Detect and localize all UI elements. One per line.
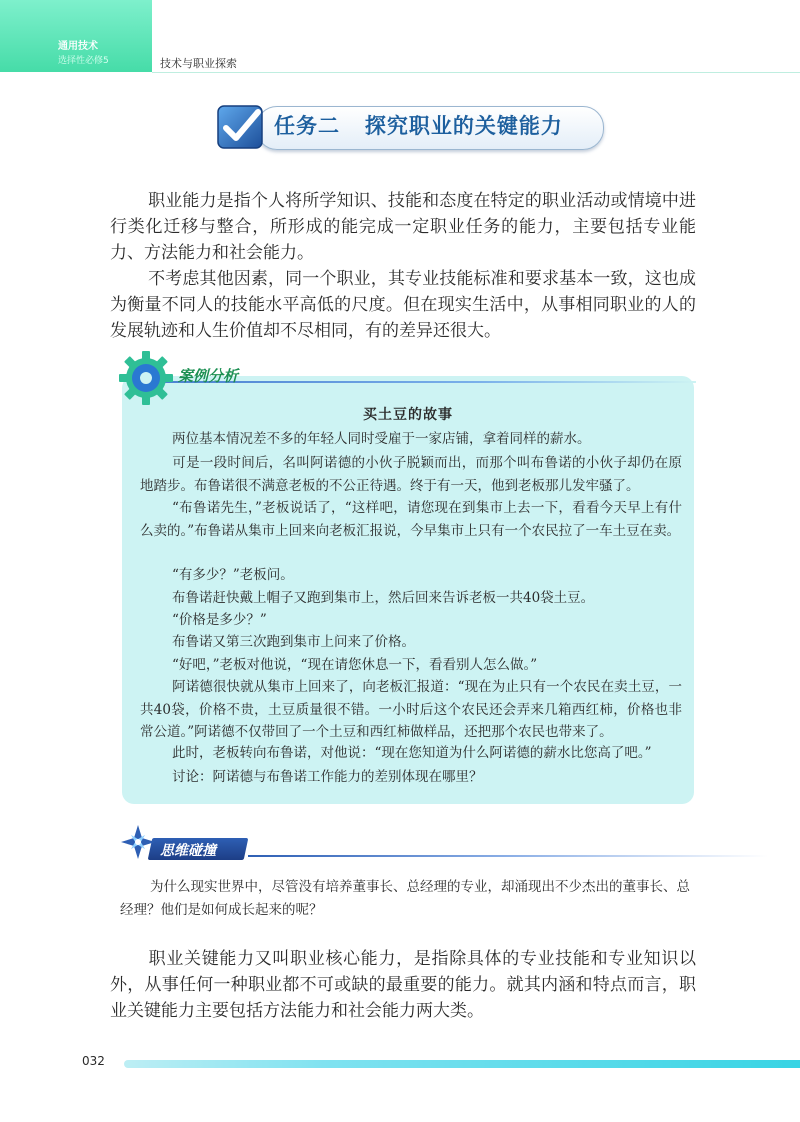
closing-paragraph: 职业关键能力又叫职业核心能力，是指除具体的专业技能和专业知识以外，从事任何一种职业都不可或缺的最重要的能力。就其内涵和特点而言，职业关键能力主要包括方法能力和社会能力两大类。 (110, 949, 696, 1021)
thinking-header-rule (248, 855, 768, 857)
story-paragraph: 可是一段时间后，名叫阿诺德的小伙子脱颖而出，而那个叫布鲁诺的小伙子却仍在原地踏步。布鲁诺很不满意老板的不公正待遇。终于有一天，他到老板那儿发牢骚了。 (140, 455, 682, 494)
story-paragraph: 布鲁诺又第三次跑到集市上问来了价格。 (172, 634, 415, 650)
book-title: 通用技术 (58, 41, 98, 52)
checkmark-icon (214, 100, 268, 154)
spark-icon (118, 822, 158, 862)
thinking-question: 为什么现实世界中，尽管没有培养董事长、总经理的专业，却涌现出不少杰出的董事长、总经理？他们是如何成长起来的呢？ (120, 879, 690, 918)
story-paragraph: “好吧，”老板对他说，“现在请您休息一下，看看别人怎么做。” (172, 657, 538, 673)
book-subtitle: 选择性必修5 (58, 56, 109, 66)
story-paragraph: “价格是多少？” (172, 612, 267, 628)
story-title: 买土豆的故事 (363, 407, 453, 423)
page-number: 032 (82, 1054, 105, 1068)
story-paragraph: 两位基本情况差不多的年轻人同时受雇于一家店铺，拿着同样的薪水。 (172, 431, 591, 447)
footer-bar (124, 1060, 800, 1068)
book-title-block (58, 40, 154, 68)
story-paragraph: 布鲁诺赶快戴上帽子又跑到集市上，然后回来告诉老板一共40袋土豆。 (172, 590, 595, 606)
intro-paragraph-1: 职业能力是指个人将所学知识、技能和态度在特定的职业活动或情境中进行类化迁移与整合，所形成的能完成一定职业任务的能力，主要包括专业能力、方法能力和社会能力。 (110, 191, 696, 263)
task-title: 任务二 探究职业的关键能力 (274, 114, 563, 138)
story-paragraph: “有多少？”老板问。 (172, 567, 294, 583)
story-paragraph: “布鲁诺先生，”老板说话了，“这样吧，请您现在到集市上去一下，看看今天早上有什么卖的。”布鲁诺从集市上回来向老板汇报说，今早集市上只有一个农民拉了一车土豆在卖。 (140, 500, 682, 539)
intro-paragraph-2: 不考虑其他因素，同一个职业，其专业技能标准和要求基本一致，这也成为衡量不同人的技能水平高低的尺度。但在现实生活中，从事相同职业的人的发展轨迹和人生价值却不尽相同，有的差异还很大。 (110, 269, 696, 341)
header-divider (152, 72, 800, 73)
thinking-label: 思维碰撞 (160, 843, 216, 859)
chapter-title: 技术与职业探索 (160, 57, 237, 70)
gear-icon (118, 350, 174, 406)
discussion-question: 讨论：阿诺德与布鲁诺工作能力的差别体现在哪里？ (172, 769, 483, 785)
story-paragraph: 此时，老板转向布鲁诺，对他说：“现在您知道为什么阿诺德的薪水比您高了吧。” (172, 745, 652, 761)
story-paragraph: 阿诺德很快就从集市上回来了，向老板汇报道：“现在为止只有一个农民在卖土豆，一共40袋，价格不贵，土豆质量很不错。一小时后这个农民还会弄来几箱西红柿，价格也非常公道。”阿诺德不仅带回了一个土豆和西红柿做样品，还把那个农民也带来了。 (140, 679, 682, 740)
case-analysis-label: 案例分析 (178, 367, 239, 385)
